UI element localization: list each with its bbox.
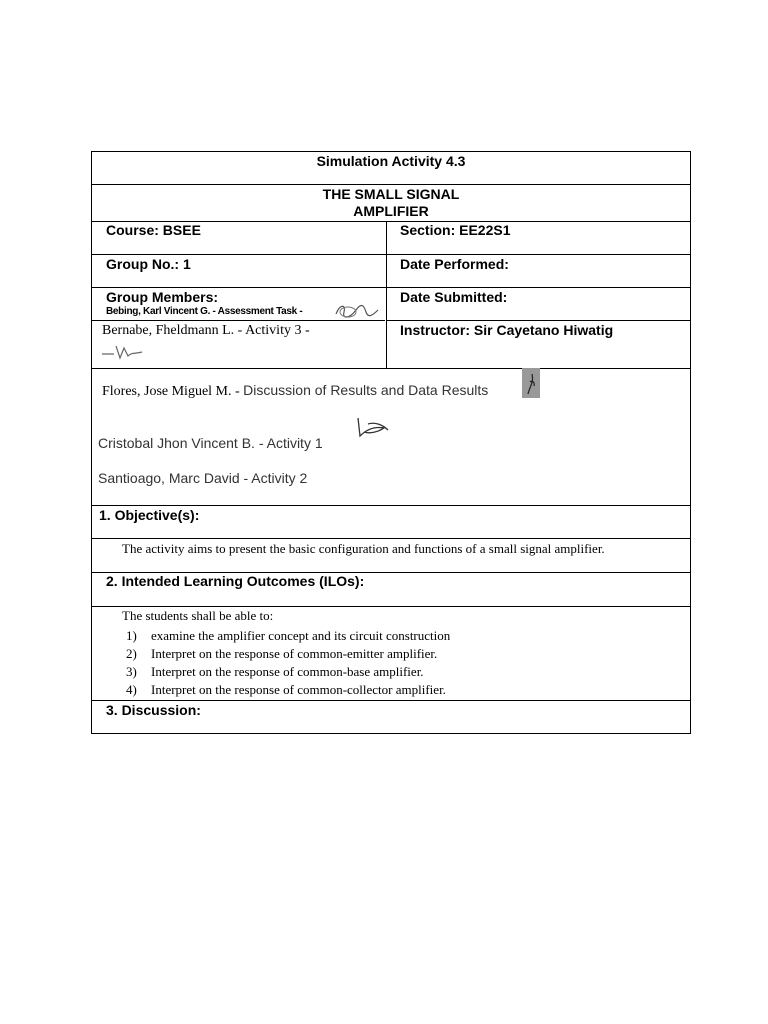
ilo-item-text: Interpret on the response of common-emitter amplifier. — [151, 646, 438, 661]
row-divider — [92, 254, 690, 255]
member-1: Bebing, Karl Vincent G. - Assessment Task - — [106, 306, 303, 317]
member-3-task: Discussion of Results and Data Results — [243, 382, 489, 398]
signature-image — [522, 368, 540, 398]
ilo-item-text: Interpret on the response of common-collector amplifier. — [151, 682, 446, 697]
activity-form — [91, 151, 691, 734]
member-4: Cristobal Jhon Vincent B. - Activity 1 — [98, 435, 323, 451]
activity-title: Simulation Activity 4.3 — [316, 153, 466, 169]
group-members-label: Group Members: — [106, 289, 219, 305]
discussion-heading: 3. Discussion: — [106, 702, 201, 718]
ilo-item-number: 1) — [126, 628, 137, 643]
column-divider — [386, 221, 387, 368]
ilo-item-number: 3) — [126, 664, 137, 679]
row-divider — [92, 368, 690, 369]
date-performed-label: Date Performed: — [400, 256, 509, 272]
row-divider — [92, 184, 690, 185]
row-divider — [92, 505, 690, 506]
date-submitted-label: Date Submitted: — [400, 289, 508, 305]
row-divider — [92, 287, 690, 288]
main-title-line1: THE SMALL SIGNAL — [322, 186, 460, 202]
signature-image — [354, 414, 394, 444]
member-5: Santioago, Marc David - Activity 2 — [98, 470, 308, 486]
ilo-item-number: 2) — [126, 646, 137, 661]
ilo-item-text: Interpret on the response of common-base amplifier. — [151, 664, 424, 679]
row-divider — [92, 606, 690, 607]
member-3-name: Flores, Jose Miguel M. - — [102, 384, 244, 399]
signature-image — [332, 300, 382, 322]
objective-text: The activity aims to present the basic configuration and functions of a small signal amplifier. — [122, 541, 605, 556]
course-label: Course: BSEE — [106, 222, 201, 238]
ilo-item-text: examine the amplifier concept and its circuit construction — [151, 628, 451, 643]
row-divider — [387, 320, 690, 321]
instructor-label: Instructor: Sir Cayetano Hiwatig — [400, 322, 614, 338]
section-label: Section: EE22S1 — [400, 222, 511, 238]
row-divider — [92, 538, 690, 539]
member-3 — [102, 382, 488, 400]
ilo-intro: The students shall be able to: — [122, 608, 274, 623]
objective-heading: 1. Objective(s): — [99, 507, 200, 523]
group-no-label: Group No.: 1 — [106, 256, 191, 272]
main-title-line2: AMPLIFIER — [353, 203, 429, 219]
ilo-heading: 2. Intended Learning Outcomes (ILOs): — [106, 573, 365, 589]
row-divider — [92, 700, 690, 701]
ilo-item-number: 4) — [126, 682, 137, 697]
signature-image — [100, 342, 150, 362]
member-2: Bernabe, Fheldmann L. - Activity 3 - — [102, 323, 310, 338]
